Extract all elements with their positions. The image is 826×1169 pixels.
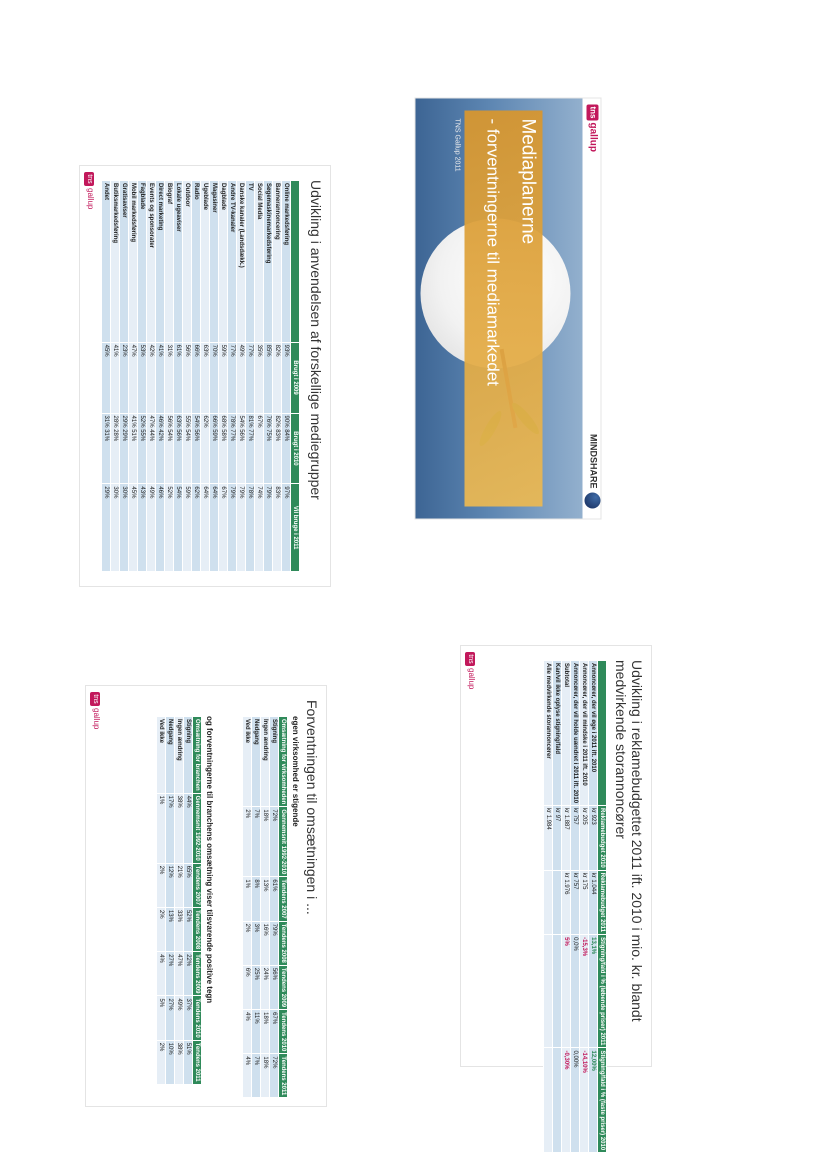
table-cell: 72% <box>270 1054 279 1098</box>
table-cell: 27% <box>166 952 175 996</box>
table-cell: 78% 77% <box>228 413 237 484</box>
table-cell: 31% <box>165 342 174 413</box>
table-cell: 37% <box>184 996 193 1040</box>
column-header: Tendens 2008 <box>279 921 288 965</box>
subheading-company: egen virksomhed er stigende <box>291 716 300 827</box>
table-cell: 53% <box>138 342 147 413</box>
row-label: Direct marketing <box>156 181 165 343</box>
column-header: Tendens 2011 <box>193 1040 202 1084</box>
table-row <box>184 717 193 1085</box>
row-label: Lokale ugeaviser <box>174 181 183 343</box>
table-cell: 61% <box>174 342 183 413</box>
table-cell <box>553 1048 562 1153</box>
table-cell: 18% <box>261 1054 270 1098</box>
column-header: Tendens 2009 <box>279 965 288 1009</box>
table-cell: 54% 56% <box>192 413 201 484</box>
table-cell: 64% <box>210 484 219 572</box>
table-cell: kr 1.984 <box>544 806 553 871</box>
row-label: Outdoor <box>183 181 192 343</box>
table-header-row <box>279 717 288 1098</box>
row-label: Nedgang <box>252 717 261 807</box>
table-row <box>138 181 147 572</box>
cover-header-strip <box>583 99 601 519</box>
table-cell: 83% <box>273 484 282 572</box>
table-cell: 25% <box>252 965 261 1009</box>
table-cell: 66% 59% <box>210 413 219 484</box>
table-cell: 65% <box>184 863 193 907</box>
column-header <box>598 661 607 806</box>
table-row <box>282 181 291 572</box>
row-label: Dagblade <box>219 181 228 343</box>
column-header: Tendens 2007 <box>193 863 202 907</box>
column-header: Gennemsnit 1992-2010 <box>193 793 202 863</box>
column-header: Reklamebudget 2010 <box>598 806 607 871</box>
table-cell: 5% <box>157 996 166 1040</box>
table-cell: 45% <box>102 342 111 413</box>
table-cell: 4% <box>243 1054 252 1098</box>
table-cell: 13,1% <box>589 935 598 1048</box>
row-label: Ugeblade <box>201 181 210 343</box>
column-header: Tendens 2010 <box>193 996 202 1040</box>
table-cell <box>544 870 553 934</box>
table-cell: 3% <box>252 921 261 965</box>
subheading-industry: og forventningerne til branchens omsætning viser tilsvarende positive tegn <box>205 716 214 1004</box>
row-label: Danske kanaler (Landsdækk.) <box>237 181 246 343</box>
row-label: Gratisaviser <box>120 181 129 343</box>
table-cell: 7% <box>252 1054 261 1098</box>
table-row <box>553 661 562 1153</box>
table-cell: 68% 58% <box>219 413 228 484</box>
table-cell: 67% <box>219 484 228 572</box>
table-cell: 29% 29% <box>120 413 129 484</box>
table-row <box>264 181 273 572</box>
table-cell: 27% <box>166 996 175 1040</box>
table-cell <box>553 870 562 934</box>
row-label: Alle medvirkende storannoncører <box>544 661 553 806</box>
table-cell: 23% <box>120 342 129 413</box>
table-cell: kr 205 <box>580 806 589 871</box>
table-cell: kr 97 <box>553 806 562 871</box>
table-cell: 45% <box>129 484 138 572</box>
table-cell <box>553 935 562 1048</box>
tns-logo: tnsgallup <box>84 172 95 209</box>
table-cell: 10% <box>166 1040 175 1084</box>
table-row <box>246 181 255 572</box>
table-row <box>156 181 165 572</box>
table-cell: 77% <box>228 342 237 413</box>
table-cell: 30% <box>120 484 129 572</box>
column-header: Vil bruge i 2011 <box>291 484 300 572</box>
table-cell: 18% <box>261 807 270 877</box>
table-cell: 62% <box>192 484 201 572</box>
slide-title: Udvikling i reklamebudgettet 2011 ift. 2010 i mio. kr. blandt medvirkende storannoncører <box>613 660 645 1022</box>
column-header: Brugt i 2010 <box>291 413 300 484</box>
table-row <box>252 717 261 1098</box>
table-cell: 42% <box>147 342 156 413</box>
table-cell: -15,3% <box>580 935 589 1048</box>
row-label: Biograf <box>165 181 174 343</box>
table-row <box>183 181 192 572</box>
table-cell: 56% <box>270 965 279 1009</box>
table-cell: 63% 56% <box>174 413 183 484</box>
table-cell: 24% <box>261 965 270 1009</box>
table-cell: 49% <box>237 342 246 413</box>
cover-subtitle: - forventningerne til mediamarkedet <box>483 118 503 386</box>
table-cell: 77% <box>246 342 255 413</box>
table-cell: 2% <box>243 921 252 965</box>
table-row <box>175 717 184 1085</box>
cover-title: Mediaplanerne <box>517 118 539 245</box>
column-header: Gennemsnit 1992-2010 <box>279 807 288 877</box>
table-cell: 55% 54% <box>183 413 192 484</box>
table-cell: 79% <box>228 484 237 572</box>
table-cell: kr 1.887 <box>562 806 571 871</box>
column-header: Tendens 2010 <box>279 1010 288 1054</box>
table-cell: 70% <box>210 342 219 413</box>
table-row <box>261 717 270 1098</box>
table-cell: 0,00% <box>571 1048 580 1153</box>
table-cell: 22% <box>184 952 193 996</box>
table-row <box>120 181 129 572</box>
row-label: TV <box>246 181 255 343</box>
table-cell: 52% <box>165 484 174 572</box>
table-cell: 54% <box>174 484 183 572</box>
ad-budget-table <box>543 660 607 1153</box>
table-cell: 62% <box>201 413 210 484</box>
table-row <box>273 181 282 572</box>
table-cell: 0,0% <box>571 935 580 1048</box>
table-row <box>165 181 174 572</box>
cover-slide <box>415 98 602 520</box>
table-cell: 4% <box>157 952 166 996</box>
column-header: Reklamebudget 2011 <box>598 870 607 934</box>
table-row <box>102 181 111 572</box>
column-header: Stigning/fald i % (løbende priser) 2011 <box>598 935 607 1048</box>
table-cell: 44% <box>184 793 193 863</box>
table-cell: 1% <box>243 877 252 921</box>
table-cell: kr 175 <box>580 870 589 934</box>
row-label: Ingen ændring <box>261 717 270 807</box>
row-label: Social Media <box>255 181 264 343</box>
table-cell: 47% 44% <box>147 413 156 484</box>
ad-budget-slide <box>460 645 652 1151</box>
table-row <box>580 661 589 1153</box>
table-cell: 63% <box>201 342 210 413</box>
column-header: Brugt i 2009 <box>291 342 300 413</box>
table-row <box>192 181 201 572</box>
row-label: Fagblade <box>138 181 147 343</box>
table-row <box>210 181 219 572</box>
row-label: Annoncører, der vil holde uændret i 2011 ift. 2010 <box>571 661 580 806</box>
table-row <box>228 181 237 572</box>
table-row <box>129 181 138 572</box>
table-cell: 49% <box>147 484 156 572</box>
revenue-expectation-slide <box>85 685 327 1107</box>
mindshare-logo: MINDSHARE <box>588 433 599 489</box>
table-cell: 93% <box>282 342 291 413</box>
mindshare-dot-icon <box>585 493 601 509</box>
table-cell: 13% <box>166 907 175 951</box>
table-cell: 82% 83% <box>273 413 282 484</box>
column-header: Tendens 2007 <box>279 877 288 921</box>
table-cell: 97% <box>282 484 291 572</box>
table-cell: 31% 31% <box>102 413 111 484</box>
table-cell: 33% <box>175 907 184 951</box>
media-usage-table <box>101 180 300 572</box>
media-usage-slide <box>79 165 331 587</box>
table-cell: 59% <box>219 342 228 413</box>
table-cell: 2% <box>157 863 166 907</box>
table-cell: 72% <box>270 807 279 877</box>
table-cell: 7% <box>252 807 261 877</box>
table-cell: 16% <box>261 921 270 965</box>
column-header: Tendens 2008 <box>193 907 202 951</box>
table-cell: 2% <box>157 907 166 951</box>
tns-logo: tnsgallup <box>465 652 476 689</box>
cover-date: TNS Gallup 2011 <box>453 118 461 172</box>
table-cell: 4% <box>243 1010 252 1054</box>
table-cell: -0,30% <box>562 1048 571 1153</box>
table-cell: 81% 77% <box>246 413 255 484</box>
table-cell: 52% <box>184 907 193 951</box>
table-cell: 66% <box>192 342 201 413</box>
table-row <box>174 181 183 572</box>
table-row <box>237 181 246 572</box>
table-row <box>243 717 252 1098</box>
table-row <box>270 717 279 1098</box>
table-row <box>589 661 598 1153</box>
row-label: Mobil markedsføring <box>129 181 138 343</box>
row-label: Andre TV-kanaler <box>228 181 237 343</box>
table-cell: 67% <box>255 413 264 484</box>
table-cell: 56% <box>183 342 192 413</box>
table-cell: kr 1.976 <box>562 870 571 934</box>
table-cell: kr 757 <box>571 806 580 871</box>
table-row <box>544 661 553 1153</box>
column-header: Tendens 2009 <box>193 952 202 996</box>
table-cell: 61% <box>270 877 279 921</box>
table-cell: 5% <box>562 935 571 1048</box>
table-cell: 46% 42% <box>156 413 165 484</box>
tns-logo: tnsgallup <box>587 106 599 152</box>
table-cell: -14,10% <box>580 1048 589 1153</box>
row-label: Subtotal <box>562 661 571 806</box>
row-label: Bannerannoncering <box>273 181 282 343</box>
table-cell: 78% <box>246 484 255 572</box>
table-cell: 41% 51% <box>129 413 138 484</box>
table-cell: 85% <box>264 342 273 413</box>
table-header-row <box>598 661 607 1153</box>
table-cell: 79% <box>270 921 279 965</box>
table-cell: 67% <box>270 1010 279 1054</box>
row-label: Stigning <box>184 717 193 794</box>
row-label: Andet <box>102 181 111 343</box>
column-header: Stigning/fald i % (faste priser) 2010 <box>598 1048 607 1153</box>
table-cell: 11% <box>252 1010 261 1054</box>
table-cell: 17% <box>166 793 175 863</box>
table-row <box>111 181 120 572</box>
table-cell: 90% 84% <box>282 413 291 484</box>
row-label: Butiksmarkedsføring <box>111 181 120 343</box>
row-label: Annoncører, der vil øge i 2011 ift. 2010 <box>589 661 598 806</box>
table-cell: 38% <box>175 793 184 863</box>
table-cell: 2% <box>157 1040 166 1084</box>
table-row <box>562 661 571 1153</box>
table-cell: 49% <box>175 996 184 1040</box>
slide-title: Udvikling i anvendelsen af forskellige mediegrupper <box>308 180 324 500</box>
table-row <box>157 717 166 1085</box>
table-cell: 28% 28% <box>111 413 120 484</box>
table-cell: 79% <box>264 484 273 572</box>
column-header: Omsætning for branchen <box>193 717 202 794</box>
row-label: Ved ikke <box>157 717 166 794</box>
table-cell: 8% <box>252 877 261 921</box>
column-header: Tendens 2011 <box>279 1054 288 1098</box>
table-cell: 59% <box>183 484 192 572</box>
table-row <box>255 181 264 572</box>
table-cell: 51% <box>184 1040 193 1084</box>
row-label: Radio <box>192 181 201 343</box>
table-cell: 38% <box>175 1040 184 1084</box>
table-header-row <box>193 717 202 1085</box>
table-cell: 30% <box>111 484 120 572</box>
table-cell: 54% 56% <box>237 413 246 484</box>
table-cell: 13% <box>261 877 270 921</box>
table-cell: 6% <box>243 965 252 1009</box>
table-cell <box>544 935 553 1048</box>
table-cell: 29% <box>102 484 111 572</box>
table-cell: 76% 75% <box>264 413 273 484</box>
table-cell: 74% <box>255 484 264 572</box>
table-cell: 41% <box>111 342 120 413</box>
table-cell <box>544 1048 553 1153</box>
table-cell: 56% 54% <box>165 413 174 484</box>
table-row <box>147 181 156 572</box>
table-cell: kr 1.044 <box>589 870 598 934</box>
row-label: Ingen ændring <box>175 717 184 794</box>
column-header: Omsætning for virksomheden <box>279 717 288 807</box>
table-row <box>571 661 580 1153</box>
tns-logo: tnsgallup <box>90 692 101 729</box>
table-header-row <box>291 181 300 572</box>
table-cell: 2% <box>243 807 252 877</box>
table-cell: 18% <box>261 1010 270 1054</box>
row-label: Søgemaskinemarkedsføring <box>264 181 273 343</box>
row-label: Ved ikke <box>243 717 252 807</box>
table-cell: 12,00% <box>589 1048 598 1153</box>
table-cell: 46% <box>156 484 165 572</box>
table-cell: 64% <box>201 484 210 572</box>
table-cell: 12% <box>166 863 175 907</box>
table-row <box>166 717 175 1085</box>
row-label: Online markedsføring <box>282 181 291 343</box>
table-row <box>201 181 210 572</box>
table-cell: kr 923 <box>589 806 598 871</box>
row-label: Magasiner <box>210 181 219 343</box>
row-label: Annoncører, der vil mindske i 2011 ift. 2010 <box>580 661 589 806</box>
table-cell: kr 757 <box>571 870 580 934</box>
table-cell: 35% <box>255 342 264 413</box>
table-cell: 82% <box>273 342 282 413</box>
table-cell: 79% <box>237 484 246 572</box>
company-revenue-table <box>242 716 288 1098</box>
table-cell: 47% <box>129 342 138 413</box>
row-label: Events og sponsorater <box>147 181 156 343</box>
table-cell: 1% <box>157 793 166 863</box>
table-cell: 52% 55% <box>138 413 147 484</box>
table-cell: 21% <box>175 863 184 907</box>
table-cell: 47% <box>175 952 184 996</box>
column-header <box>291 181 300 343</box>
row-label: Stigning <box>270 717 279 807</box>
table-cell: 41% <box>156 342 165 413</box>
industry-revenue-table <box>156 716 202 1085</box>
row-label: Nedgang <box>166 717 175 794</box>
table-cell: 43% <box>138 484 147 572</box>
table-row <box>219 181 228 572</box>
slide-title: Forventningen til omsætningen i ... <box>304 700 320 915</box>
row-label: Kan/vil ikke oplyse stigning/fald <box>553 661 562 806</box>
